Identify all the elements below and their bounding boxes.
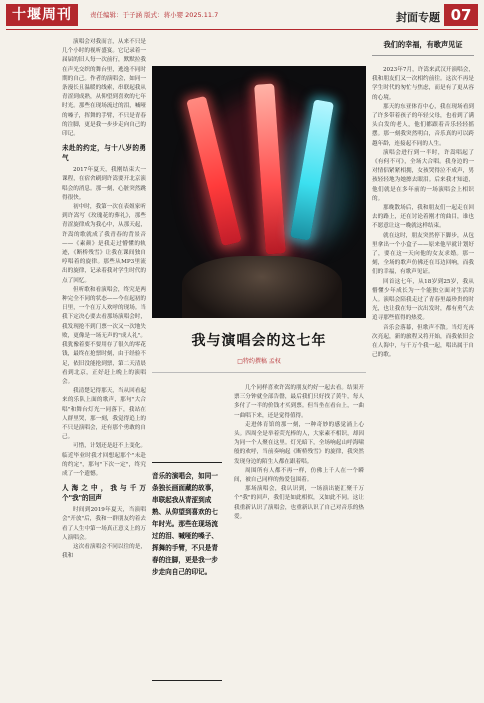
article-title: 我与演唱会的这七年	[191, 333, 327, 349]
subheading-1: 未赴的约定，与十八岁的勇气	[62, 144, 146, 163]
paragraph: 我清楚记得那天，当从回看起来的乐队上面的歌声，那句"大合唱"和舞台灯光一同落下，我站在人群里哭，那一刻，我觉得追上的不只是演唱会，还有那个勇敢的自己。	[62, 388, 146, 441]
paragraph: 那场演唱会，我认识到，一场演出能汇聚千万个"我"的回声，我们是如此相似，又如此不同。这让我重新认识了演唱会，也重新认识了自己对音乐的热爱。	[234, 486, 364, 520]
paragraph: 那天的东亚体育中心，我在现场看到了许多带着孩子的年轻父母，也看到了满头白发的老人，他们都跟着音乐轻轻摇摆。那一刻我突然明白，音乐真的可以跨越年龄，连接起不同的人生。	[372, 103, 474, 147]
right-column	[372, 66, 474, 698]
title-rule	[152, 372, 366, 373]
middle-column	[234, 384, 364, 698]
left-column	[62, 38, 146, 698]
paragraph: 时间到2019年夏天，当演唱会"开放"后，我和一群朋友约着去看了人生中第一场真正意义上的万人演唱会。	[62, 507, 146, 541]
paragraph: 初中时，我第一次在表姐家听到许嵩写《玫瑰花的葬礼》，那些青涩旋律成为我心中，从那天起，许嵩的歌就成了我青春的背景音——《素颜》是我走过懵懂的轨迹，《断桥残雪》让我在课间独自哼唱着的旋律。那些从MP3里流出的旋律，记录着我对学生时代的点了回忆。	[62, 204, 146, 284]
section-label: 封面专题	[396, 11, 440, 24]
masthead: 十堰周刊	[6, 4, 78, 26]
page-number: 07	[444, 4, 478, 26]
paragraph: 周围所有人都不再一样，仿佛上千人在一个瞬间，被自己同样的热爱包围着。	[234, 467, 364, 484]
paragraph: 但听歌和看演唱会，终究是两种完全不同的状态——今在起初的日里，一个在万人欢呼的现场。当我下定决心要去看那场演唱会时，我发现抢不到门票一次又一次地失败，更像是一场无声的"成人礼"。我犹豫着要不要用存了很久的零花钱，最终在抢票时刻，由于经验不足，依旧没能抢到票，第二天清晨看到北京，正好赶上晚上的演唱会。	[62, 286, 146, 385]
pullquote-top-rule	[152, 462, 222, 463]
paragraph: 演唱会进行到一半时，许嵩唱起了《有何不可》，全场大合唱。我身边的一对情侣紧紧相拥，女孩哭得泣不成声，男孩轻轻地为她擦去眼泪。后来我才知道，他们就是在多年前的一场演唱会上相识的。	[372, 149, 474, 202]
paragraph: 音乐会落幕，但歌声不散。当灯光再次亮起，新的旅程又将开始，而我依旧会在人海中，与千万个我一起，唱出属于自己的歌。	[372, 324, 474, 359]
paragraph: 2023年7月，许嵩来武汉开演唱会，我和朋友们又一次相约前往。这次不再是学生时代的匆忙与焦虑，而是有了更从容的心境。	[372, 67, 474, 101]
subheading-2: 人海之中，我与千万个"我"的回声	[62, 484, 146, 503]
paragraph: 可惜，计划还是赶不上变化。临近毕业时我才回想起那个"未赴的约定"，那句"下次一定"，终究成了一个遗憾。	[62, 443, 146, 477]
paragraph: 那晚散场后，我和朋友们一起走在回去的路上，还在讨论着刚才的曲目，谁也不愿意让这一晚就这样结束。	[372, 205, 474, 230]
concert-photo	[152, 66, 366, 318]
pullquote: 音乐的演唱会，如同一条独长画面藏的故事，串联起我从青涩到成熟、从仰望到喜欢的七年时光。那些在现场流过的泪、喊哑的嗓子、挥舞的手臂，不只是青春的注脚，更是我一步步走向自己的印记。	[152, 472, 218, 576]
hands	[182, 256, 342, 318]
paragraph: 这次看演唱会不同以往的是，我和	[62, 543, 146, 560]
paragraph: 几个同样喜欢许嵩的朋友约好一起去看。结果开票三分钟就全部告罄，最后我们只好找了黄牛，每人多付了一半的价钱才买到票。但当坐在看台上，一曲一曲唱下来，还是觉得值得。	[234, 385, 364, 419]
right-subheading: 我们的幸福，有歌声见证	[383, 40, 463, 49]
paragraph: 2017年夏天，我刚结束大一课程，在宿舍刷到许嵩要开北京演唱会的消息。那一刻，心脏突然跳得很快。	[62, 167, 146, 201]
article-title-block	[152, 330, 366, 365]
paragraph: 就在这时，朋友突然停下脚步，从包里拿出一个小盒子——原来他早就计划好了，要在这一天向他的女友求婚。那一刻，全场的歌声仿佛还在耳边回响，而我们的幸福，有歌声见证。	[372, 232, 474, 276]
pullquote-bottom-rule	[152, 680, 222, 681]
byline: □特约撰稿 孟权	[237, 358, 281, 365]
paragraph: 走进体育馆的那一刻，一种奇妙的感觉涌上心头。四周全是举着荧光棒的人，大家素不相识，却因为同一个人聚在这里。灯光暗下，全场响起山呼海啸般的欢呼，当前奏响起《断桥残雪》的旋律，我突然发现身边的陌生人都在跟着唱。	[234, 421, 364, 465]
intro-paragraph: 演唱会对我而言，从来不只是几个小时的视听盛宴。它记录着一届届的旧人每一次前行，默默拉我在声光交织的舞台里，逃逸不同时期的自己。作者的演唱会，如同一条漫长且温暖的线索，串联起我从青涩到成熟，从仰望到喜欢的七年时光。那些在现场流过的泪，喊哑的嗓子，挥舞的手臂，不只是青春的注脚，更是我一步步走向自己的印记。	[62, 39, 146, 138]
paragraph: 回首这七年，从18岁到25岁，我从懵懂少年成长为一个能独立面对生活的人。演唱会陪我走过了青春里最珍贵的时光，也让我在每一次出发时，都有勇气去追寻那些值得的热爱。	[372, 278, 474, 322]
editors-line: 责任编辑：于子涵 版式：蒋小婴 2025.11.7	[90, 11, 219, 19]
header-rule	[6, 29, 478, 30]
right-rule	[372, 55, 474, 56]
page-header	[0, 0, 484, 30]
